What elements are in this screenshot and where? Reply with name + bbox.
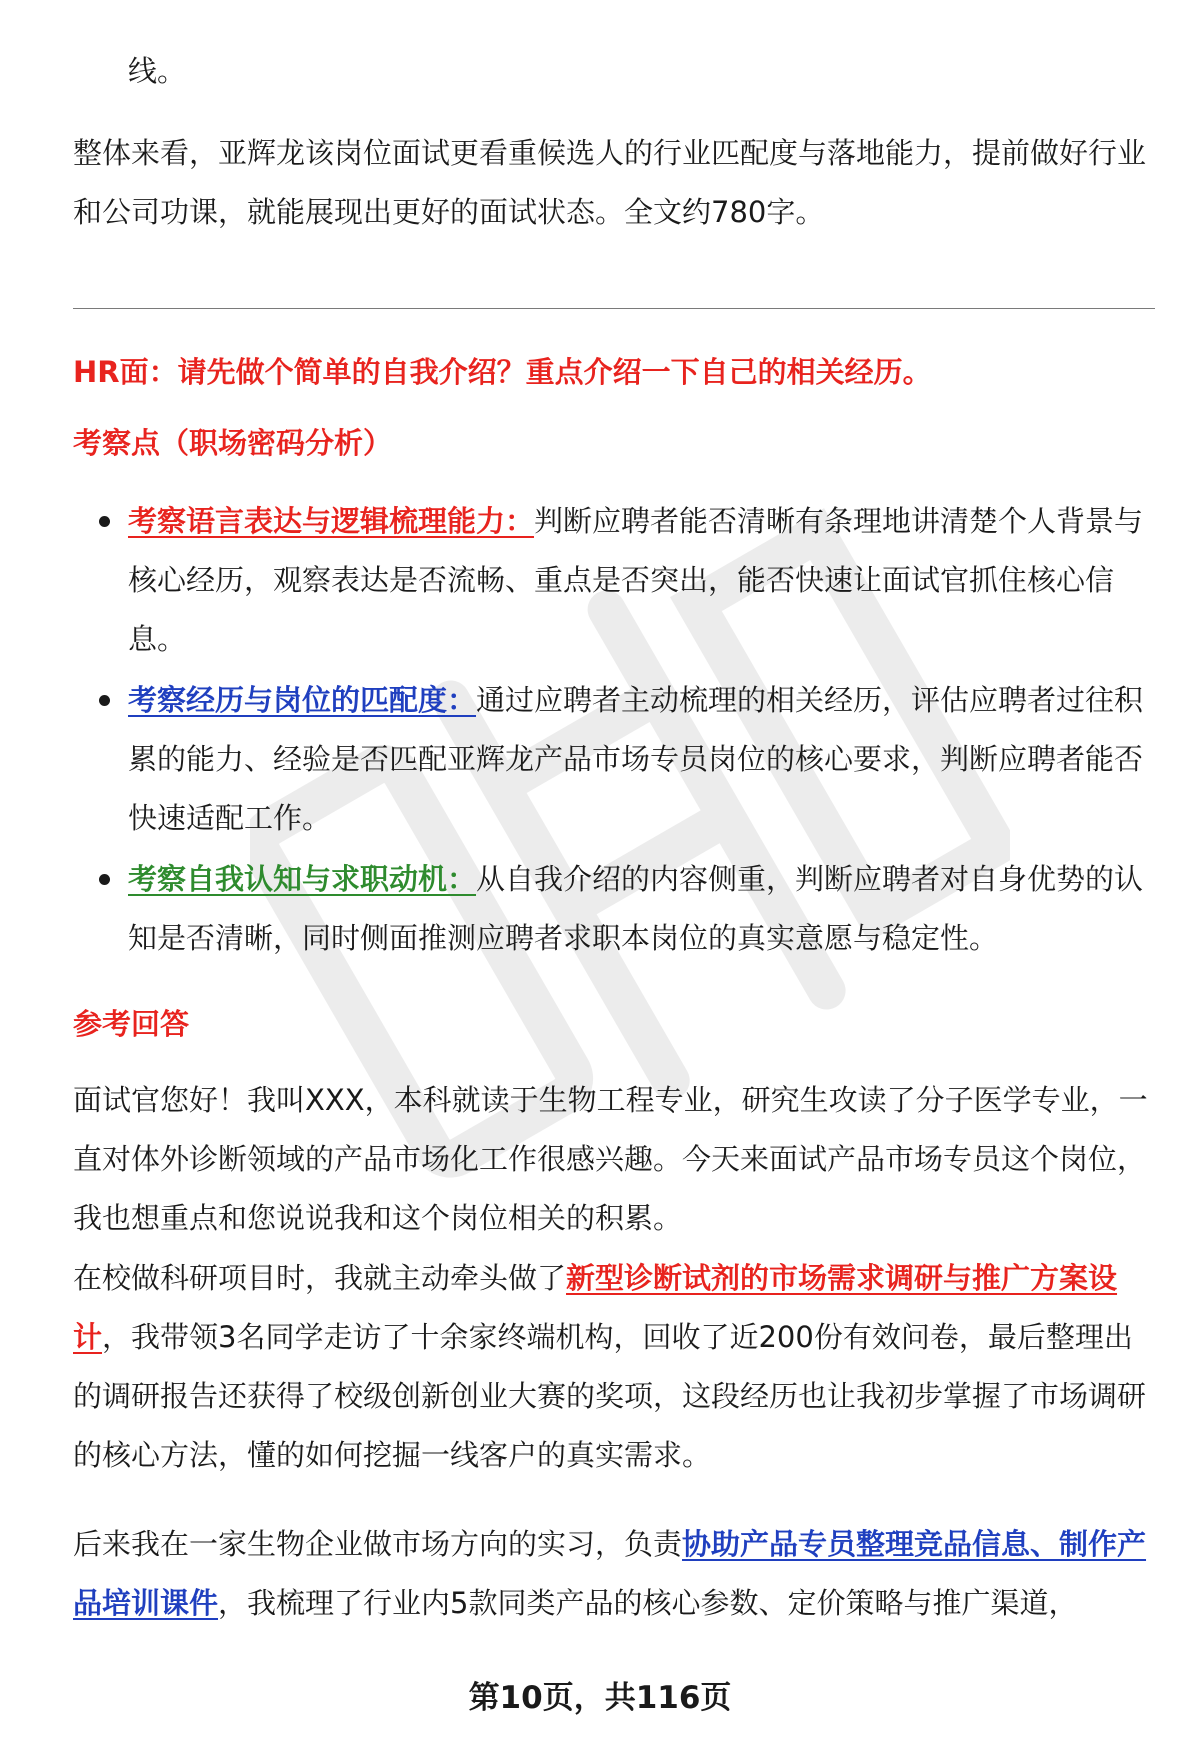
answer-p3-highlight: 协助产品专员整理竞品信息、制作产品培训课件	[73, 1527, 1147, 1620]
answer-p2-after: ，我带领3名同学走访了十余家终端机构，回收了近200份有效问卷，最后整理出的调研报告还获得了校级创新创业大赛的奖项，这段经历也让我初步掌握了市场调研的核心方法，懂的如何挖掘一线客户的真实需求。	[73, 1320, 1147, 1472]
answer-p2-before: 在校做科研项目时，我就主动牵头做了	[73, 1261, 567, 1295]
point-label-2: 考察经历与岗位的匹配度：	[128, 683, 477, 717]
answer-p3-after: ，我梳理了行业内5款同类产品的核心参数、定价策略与推广渠道，	[218, 1586, 1078, 1620]
answer-paragraph-3	[73, 1515, 1153, 1633]
answer-paragraph-1: 面试官您好！我叫XXX，本科就读于生物工程专业，研究生攻读了分子医学专业，一直对体外诊断领域的产品市场化工作很感兴趣。今天来面试产品市场专员这个岗位，我也想重点和您说说我和这个岗位相关的积累。	[73, 1083, 1148, 1235]
bullet-dot-icon	[99, 516, 110, 527]
interview-question: HR面：请先做个简单的自我介绍？重点介绍一下自己的相关经历。	[73, 355, 932, 389]
point-text-2: 通过应聘者主动梳理的相关经历，评估应聘者过往积累的能力、经验是否匹配亚辉龙产品市场专员岗位的核心要求，判断应聘者能否快速适配工作。	[128, 683, 1144, 835]
intro-tail-text: 线。	[128, 54, 187, 88]
bullet-dot-icon	[99, 695, 110, 706]
point-label-1: 考察语言表达与逻辑梳理能力：	[128, 504, 535, 538]
point-text-3: 从自我介绍的内容侧重，判断应聘者对自身优势的认知是否清晰，同时侧面推测应聘者求职本岗位的真实意愿与稳定性。	[128, 862, 1144, 955]
section-divider	[73, 308, 1155, 309]
bullet-dot-icon	[99, 874, 110, 885]
answer-p3-before: 后来我在一家生物企业做市场方向的实习，负责	[73, 1527, 683, 1561]
point-text-1: 判断应聘者能否清晰有条理地讲清楚个人背景与核心经历，观察表达是否流畅、重点是否突出，能否快速让面试官抓住核心信息。	[128, 504, 1144, 656]
point-label-3: 考察自我认知与求职动机：	[128, 862, 477, 896]
point-item-1	[128, 492, 1158, 669]
answer-paragraph-2	[73, 1249, 1153, 1485]
point-item-3	[128, 850, 1158, 968]
points-heading: 考察点（职场密码分析）	[73, 426, 393, 460]
answer-p2-highlight: 新型诊断试剂的市场需求调研与推广方案设计	[73, 1261, 1118, 1354]
answer-heading: 参考回答	[73, 1007, 190, 1041]
summary-paragraph: 整体来看，亚辉龙该岗位面试更看重候选人的行业匹配度与落地能力，提前做好行业和公司功课，就能展现出更好的面试状态。全文约780字。	[73, 136, 1147, 229]
page-number-footer: 第10页，共116页	[468, 1680, 732, 1716]
point-item-2	[128, 671, 1158, 848]
